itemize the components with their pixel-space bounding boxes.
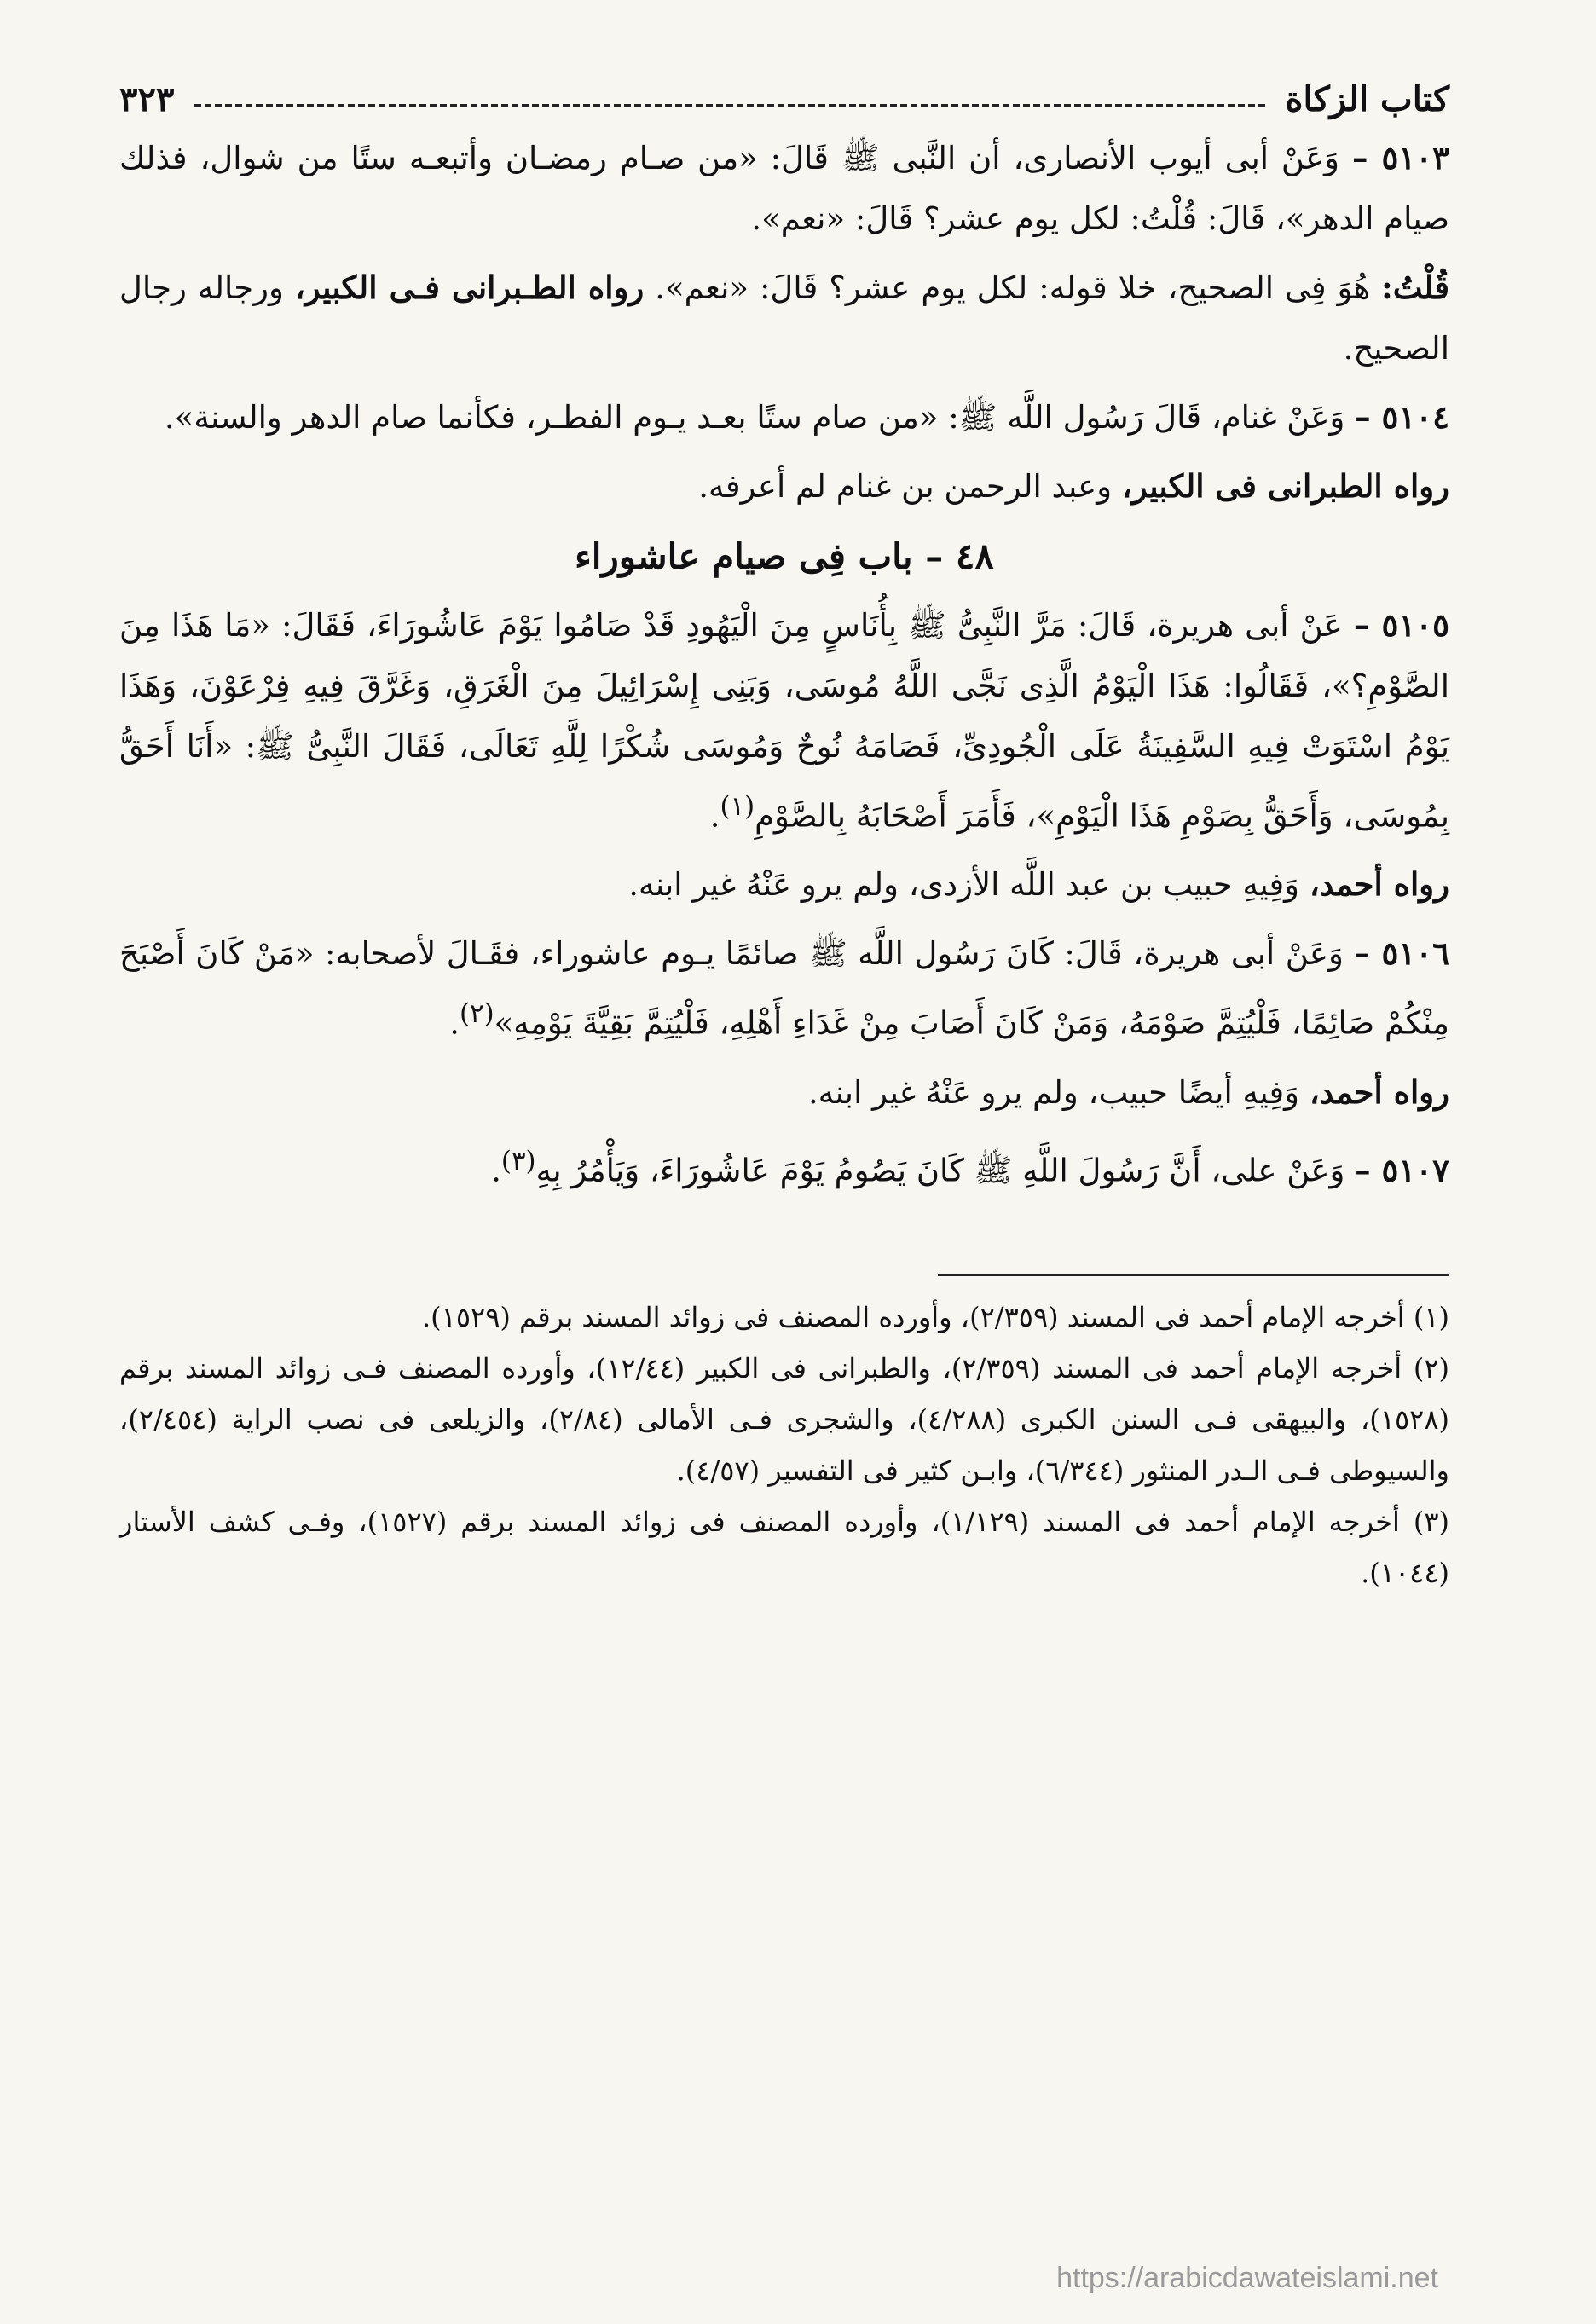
commentary-tail: ورجاله رجال الصحيح.: [119, 269, 1449, 367]
hadith-number: ٥١٠٤ –: [1355, 398, 1449, 436]
footnote-mark: (٢): [1413, 1351, 1450, 1385]
book-page: [119, 60, 1449, 2302]
commentary-text: وعبد الرحمن بن غنام لم أعرفه.: [698, 468, 1113, 505]
commentary-text: وَفِيهِ أيضًا حبيب، ولم يرو عَنْهُ غير ابنه.: [808, 1073, 1300, 1111]
rawah-label: رواه أحمد،: [1309, 1072, 1449, 1111]
footnote-divider: [938, 1274, 1449, 1276]
hadith-5107: ٥١٠٧ – وَعَنْ على، أَنَّ رَسُولَ اللَّهِ ﷺ كَانَ يَصُومُ يَوْمَ عَاشُورَاءَ، وَيَأْمُرُ بِهِ$^{(٣)}$.: [491, 1145, 1449, 1188]
rawah-label: رواه الطـبرانى فـى الكبير،: [294, 269, 645, 306]
hadith-5103: [119, 128, 1449, 249]
footnote-mark: (١): [1413, 1300, 1449, 1333]
hadith-text: وَعَنْ أبى أيوب الأنصارى، أن النَّبى ﷺ قَالَ: «من صـام رمضـان وأتبعـه ستًا من شوال، فذلك صيام الدهر»، قَالَ: قُلْتُ: لكل يوم عشر؟ قَالَ: «نعم».: [119, 140, 1449, 237]
commentary-5105: [119, 854, 1449, 915]
rawah-label: رواه الطبرانى فى الكبير،: [1121, 467, 1449, 505]
header-rule: [194, 104, 1264, 107]
footnote-2: [119, 1343, 1449, 1496]
commentary-text: وَفِيهِ حبيب بن عبد اللَّه الأزدى، ولم يرو عَنْهُ غير ابنه.: [628, 866, 1300, 904]
hadith-number: ٥١٠٣ –: [1351, 139, 1449, 176]
hadith-number: ٥١٠٦ –: [1354, 934, 1449, 973]
commentary-5106: [119, 1062, 1449, 1123]
hadith-number: ٥١٠٥ –: [1353, 606, 1449, 644]
commentary-5103: [119, 257, 1449, 379]
footnote-text: أخرجه الإمام أحمد فى المسند (٢/٣٥٩)، وأورده المصنف فى زوائد المسند برقم (١٥٢٩).: [422, 1300, 1405, 1333]
page-number: ٣٢٣: [119, 79, 175, 119]
hadith-text: وَعَنْ على، أَنَّ رَسُولَ اللَّهِ ﷺ كَانَ يَصُومُ يَوْمَ عَاشُورَاءَ، وَيَأْمُرُ بِهِ: [535, 1151, 1345, 1188]
chapter-title: ٤٨ – باب فِى صيام عاشوراء: [575, 535, 994, 577]
hadith-5106: ٥١٠٦ – وَعَنْ أبى هريرة، قَالَ: كَانَ رَسُول اللَّه ﷺ صائمًا يـوم عاشوراء، فقَـالَ لأصحابه: «مَنْ كَانَ أَصْبَحَ مِنْكُمْ صَائِمًا، فَلْيُتِمَّ صَوْمَهُ، وَمَنْ كَانَ أَصَابَ مِنْ غَدَاءِ أَهْلِهِ، فَلْيُتِمَّ بَقِيَّةَ يَوْمِهِ»$^{(٢)}$.: [119, 934, 1449, 1042]
book-title: كتاب الزكاة: [1285, 79, 1449, 119]
watermark-url: https://arabicdawateislami.net: [1056, 2262, 1438, 2294]
footnote-ref: (٣): [500, 1145, 536, 1176]
commentary-5104: [119, 456, 1449, 517]
footnote-ref: (١): [720, 791, 755, 822]
footnote-text: أخرجه الإمام أحمد فى المسند (٢/٣٥٩)، والطبرانى فى الكبير (١٢/٤٤)، وأورده المصنف فـى زوائد المسند برقم (١٥٢٨)، والبيهقى فـى السنن الكبرى (٤/٢٨٨)، والشجرى فـى الأمالى (٢/٨٤)، والزيلعى فى نصب الراية (٢/٤٥٤)، والسيوطى فـى الـدر المنثور (٦/٣٤٤)، وابـن كثير فى التفسير (٤/٥٧).: [119, 1351, 1450, 1487]
hadith-text: وَعَنْ غنام، قَالَ رَسُول اللَّه ﷺ: «من صام ستًا بعـد يـوم الفطـر، فكأنما صام الدهر والسنة».: [164, 399, 1345, 436]
hadith-5105: ٥١٠٥ – عَنْ أبى هريرة، قَالَ: مَرَّ النَّبِىُّ ﷺ بِأُنَاسٍ مِنَ الْيَهُودِ قَدْ صَامُوا يَوْمَ عَاشُورَاءَ، فَقَالَ: «مَا هَذَا مِنَ الصَّوْمِ؟»، فَقَالُوا: هَذَا الْيَوْمُ الَّذِى نَجَّى اللَّهُ مُوسَى، وَبَنِى إِسْرَائِيلَ مِنَ الْغَرَقِ، وَغَرَّقَ فِيهِ فِرْعَوْنَ، وَهَذَا يَوْمُ اسْتَوَتْ فِيهِ السَّفِينَةُ عَلَى الْجُودِىِّ، فَصَامَهُ نُوحٌ وَمُوسَى شُكْرًا لِلَّهِ تَعَالَى، فَقَالَ النَّبِىُّ ﷺ: «أَنَا أَحَقُّ بِمُوسَى، وَأَحَقُّ بِصَوْمِ هَذَا الْيَوْمِ»، فَأَمَرَ أَصْحَابَهُ بِالصَّوْمِ$^{(١)}$.: [119, 606, 1449, 835]
hadith-text: وَعَنْ أبى هريرة، قَالَ: كَانَ رَسُول اللَّه ﷺ صائمًا يـوم عاشوراء، فقَـالَ لأصحابه: «مَنْ كَانَ أَصْبَحَ مِنْكُمْ صَائِمًا، فَلْيُتِمَّ صَوْمَهُ، وَمَنْ كَانَ أَصَابَ مِنْ غَدَاءِ أَهْلِهِ، فَلْيُتِمَّ بَقِيَّةَ يَوْمِهِ»: [119, 935, 1449, 1042]
footnote-text: أخرجه الإمام أحمد فى المسند (١/١٢٩)، وأورده المصنف فى زوائد المسند برقم (١٥٢٧)، وفـى كشف الأستار (١٠٤٤).: [119, 1505, 1449, 1589]
hadith-5104: [119, 387, 1449, 448]
rawah-label: رواه أحمد،: [1309, 865, 1449, 904]
page-header: [119, 60, 1449, 119]
footnote-1: [119, 1292, 1449, 1343]
footnote-mark: (٣): [1413, 1505, 1450, 1538]
footnote-ref: (٢): [460, 998, 494, 1030]
footnote-3: [119, 1496, 1449, 1598]
hadith-text: عَنْ أبى هريرة، قَالَ: مَرَّ النَّبِىُّ ﷺ بِأُنَاسٍ مِنَ الْيَهُودِ قَدْ صَامُوا يَوْمَ عَاشُورَاءَ، فَقَالَ: «مَا هَذَا مِنَ الصَّوْمِ؟»، فَقَالُوا: هَذَا الْيَوْمُ الَّذِى نَجَّى اللَّهُ مُوسَى، وَبَنِى إِسْرَائِيلَ مِنَ الْغَرَقِ، وَغَرَّقَ فِيهِ فِرْعَوْنَ، وَهَذَا يَوْمُ اسْتَوَتْ فِيهِ السَّفِينَةُ عَلَى الْجُودِىِّ، فَصَامَهُ نُوحٌ وَمُوسَى شُكْرًا لِلَّهِ تَعَالَى، فَقَالَ النَّبِىُّ ﷺ: «أَنَا أَحَقُّ بِمُوسَى، وَأَحَقُّ بِصَوْمِ هَذَا الْيَوْمِ»، فَأَمَرَ أَصْحَابَهُ بِالصَّوْمِ: [119, 607, 1449, 835]
commentary-text: هُوَ فِى الصحيح، خلا قوله: لكل يوم عشر؟ قَالَ: «نعم».: [655, 269, 1371, 306]
qultu-label: قُلْتُ:: [1381, 269, 1450, 306]
hadith-number: ٥١٠٧ –: [1355, 1150, 1449, 1188]
